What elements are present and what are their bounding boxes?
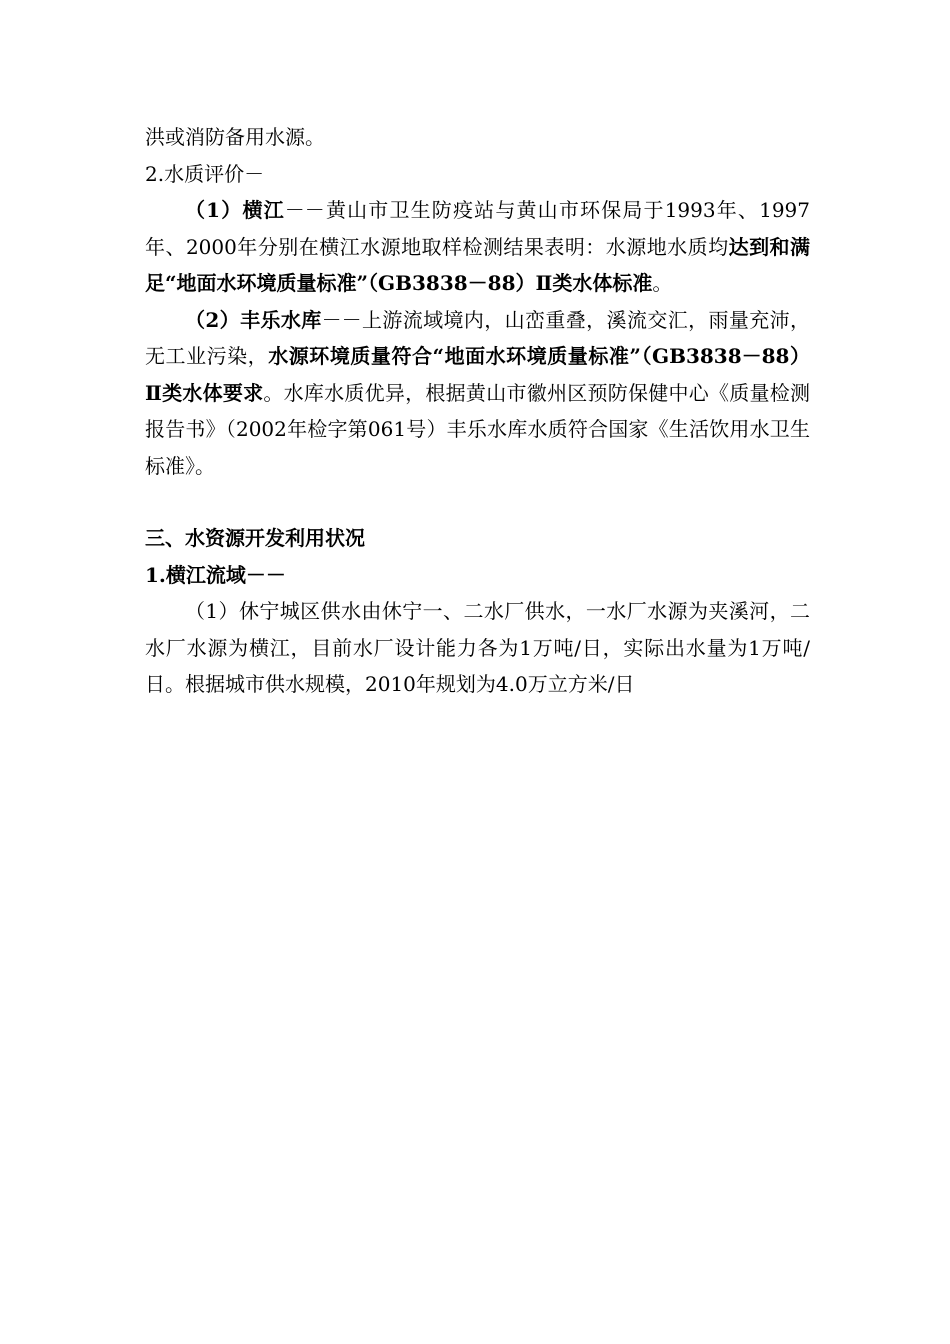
paragraph-emphasis: 水源环境质量符合“地面水环境质量标准”（GB3838－88）Ⅱ类水体要求 bbox=[145, 344, 811, 405]
blank-line bbox=[145, 484, 810, 520]
item-number: （2） bbox=[185, 307, 241, 332]
paragraph-emphasis: 达到和满足“地面水环境质量标准”（GB3838－88）Ⅱ类水体标准 bbox=[145, 234, 811, 295]
item-number: （1） bbox=[185, 198, 243, 222]
paragraph-continuation: 洪或消防备用水源。 bbox=[145, 125, 325, 149]
paragraph-fengle-reservoir bbox=[145, 302, 810, 485]
item-name: 横江 bbox=[242, 198, 285, 222]
paragraph-text: 。 bbox=[652, 271, 673, 295]
paragraph-text: 。水库水质优异，根据黄山市徽州区预防保健中心《质量检测报告书》（2002年检字第061号）丰乐水库水质符合国家《生活饮用水卫生标准》。 bbox=[145, 380, 811, 478]
item-name: 丰乐水库 bbox=[240, 307, 322, 332]
subsection-1-title: 1.横江流域－－ bbox=[145, 562, 286, 587]
paragraph-text: －－黄山市卫生防疫站与黄山市环保局于1993年、1997年、2000年分别在横江水源地取样检测结果表明：水源地水质均 bbox=[145, 198, 811, 259]
paragraph-water-supply: （1）休宁城区供水由休宁一、二水厂供水，一水厂水源为夹溪河，二水厂水源为横江，目前水厂设计能力各为1万吨/日，实际出水量为1万吨/日。根据城市供水规模，2010年规划为4.0万立方米/日 bbox=[145, 599, 810, 696]
paragraph-hengjiang bbox=[145, 192, 810, 302]
paragraph-text: －－上游流域境内，山峦重叠，溪流交汇，雨量充沛，无工业污染， bbox=[145, 307, 810, 368]
section-2-title: 2.水质评价－ bbox=[145, 161, 265, 186]
document-page bbox=[145, 119, 810, 703]
section-3-title: 三、水资源开发利用状况 bbox=[145, 526, 365, 550]
